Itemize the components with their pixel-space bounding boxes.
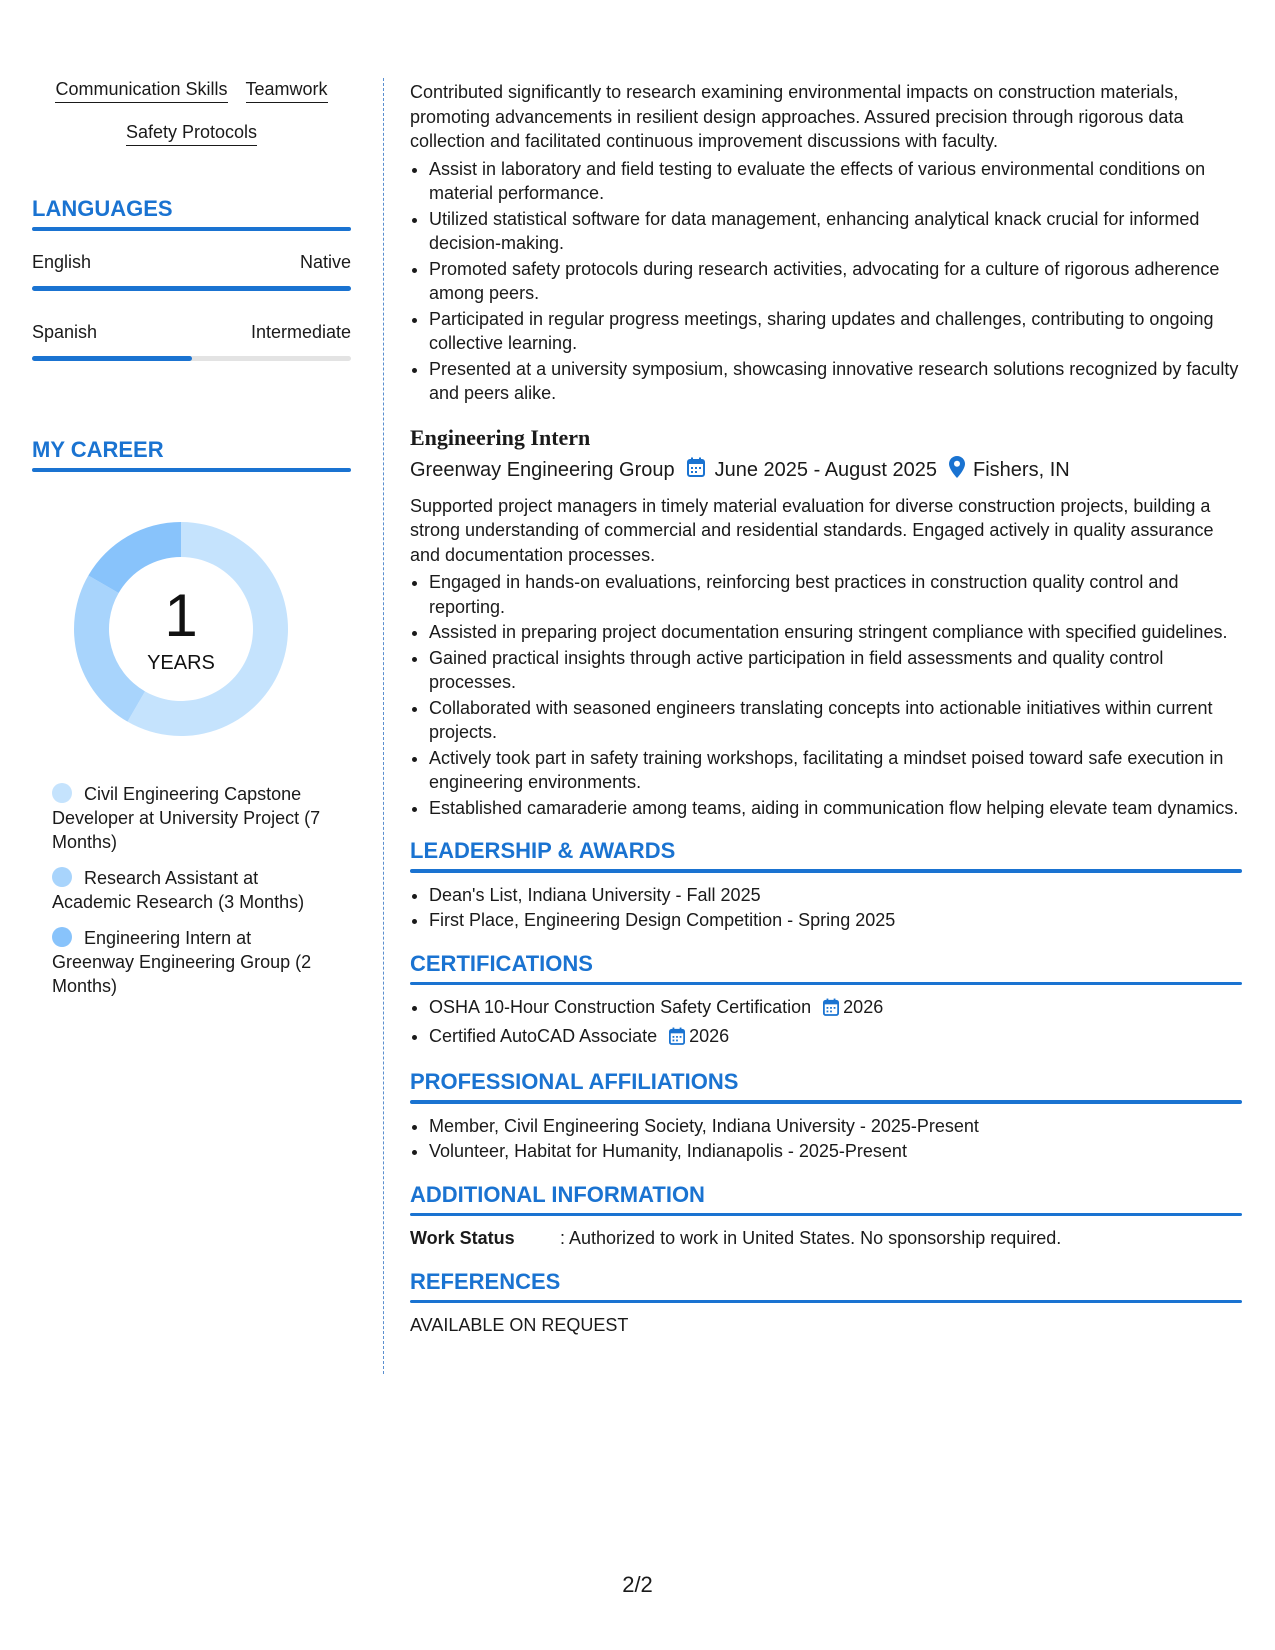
language-bar bbox=[32, 356, 351, 361]
job-company: Greenway Engineering Group bbox=[410, 459, 675, 481]
legend-item bbox=[52, 782, 322, 854]
calendar-icon bbox=[669, 1027, 685, 1052]
section-rule bbox=[32, 468, 351, 472]
list-item: • Gained practical insights through active participation in field assessments and quality control processes. bbox=[429, 646, 1242, 695]
language-bar-fill bbox=[32, 286, 351, 291]
legend-item bbox=[52, 866, 322, 914]
list-item: • Assisted in preparing project documentation ensuring stringent compliance with specified guidelines. bbox=[429, 620, 1242, 645]
certification-name: OSHA 10-Hour Construction Safety Certification bbox=[429, 997, 812, 1017]
legend-item bbox=[52, 926, 322, 998]
section-rule bbox=[410, 1100, 1242, 1104]
right-column bbox=[410, 80, 1242, 1338]
job-description: Supported project managers in timely material evaluation for diverse construction projects, building a strong understanding of commercial and residential standards. Engaged actively in quality assurance and documentation processes. bbox=[410, 495, 1214, 565]
career-legend bbox=[52, 782, 322, 998]
calendar-icon bbox=[687, 457, 705, 484]
calendar-icon bbox=[823, 998, 839, 1023]
career-donut-chart bbox=[66, 514, 296, 744]
legend-dot bbox=[52, 783, 72, 803]
list-item: • Actively took part in safety training workshops, facilitating a mindset poised toward safe execution in engineering environments. bbox=[429, 746, 1242, 795]
skill-tag: Communication Skills bbox=[55, 78, 227, 103]
section-rule bbox=[32, 227, 351, 231]
list-item: • Participated in regular progress meetings, sharing updates and challenges, contributing to ongoing collective learning. bbox=[429, 307, 1242, 356]
skill-tag: Safety Protocols bbox=[126, 121, 257, 146]
experience-intro: Contributed significantly to research examining environmental impacts on construction materials, promoting advancements in resilient design approaches. Assured precision through rigorous data collection and facilitated continuous improvement discussions with faculty. bbox=[410, 82, 1184, 151]
certifications-section bbox=[410, 951, 1242, 1052]
affiliations-section bbox=[410, 1069, 1242, 1164]
affiliations-list bbox=[410, 1114, 1242, 1164]
list-item: • Established camaraderie among teams, aiding in communication flow helping elevate team dynamics. bbox=[429, 796, 1242, 821]
section-rule bbox=[410, 982, 1242, 986]
section-rule bbox=[410, 1213, 1242, 1217]
affiliations-title: PROFESSIONAL AFFILIATIONS bbox=[410, 1069, 739, 1094]
career-title: MY CAREER bbox=[32, 437, 164, 462]
career-total-number: 1 bbox=[164, 582, 198, 649]
left-column bbox=[32, 78, 351, 1010]
info-value: : Authorized to work in United States. No sponsorship required. bbox=[560, 1228, 1062, 1248]
list-item: • Member, Civil Engineering Society, Indiana University - 2025-Present bbox=[429, 1114, 1242, 1139]
languages-title: LANGUAGES bbox=[32, 196, 173, 221]
legend-label: Engineering Intern at Greenway Engineering Group (2 Months) bbox=[52, 928, 312, 996]
list-item: • Utilized statistical software for data management, enhancing analytical knack crucial for informed decision-making. bbox=[429, 207, 1242, 256]
list-item: • Collaborated with seasoned engineers translating concepts into actionable initiatives within current projects. bbox=[429, 696, 1242, 745]
list-item: • Presented at a university symposium, showcasing innovative research solutions recognized by faculty and peers alike. bbox=[429, 357, 1242, 406]
references-title: REFERENCES bbox=[410, 1268, 561, 1294]
skill-tag: Teamwork bbox=[246, 78, 328, 103]
language-name: English bbox=[32, 252, 92, 272]
column-divider bbox=[383, 78, 384, 1374]
legend-label: Research Assistant at Academic Research (3 Months) bbox=[52, 868, 305, 912]
legend-label: Civil Engineering Capstone Developer at University Project (7 Months) bbox=[52, 784, 321, 852]
additional-info-title: ADDITIONAL INFORMATION bbox=[410, 1181, 705, 1207]
additional-info-section bbox=[410, 1182, 1242, 1251]
leadership-section bbox=[410, 838, 1242, 933]
info-key: Work Status bbox=[410, 1228, 515, 1248]
language-level: Intermediate bbox=[250, 322, 351, 342]
list-item: • Volunteer, Habitat for Humanity, Indianapolis - 2025-Present bbox=[429, 1139, 1242, 1164]
donut-center bbox=[66, 514, 296, 744]
certification-name: Certified AutoCAD Associate bbox=[429, 1025, 658, 1046]
certifications-title: CERTIFICATIONS bbox=[410, 950, 593, 976]
list-item bbox=[429, 1024, 1242, 1052]
language-level: Native bbox=[299, 252, 351, 272]
location-pin-icon bbox=[949, 456, 965, 485]
certifications-list bbox=[410, 995, 1242, 1051]
info-row bbox=[410, 1226, 1242, 1251]
job-location: Fishers, IN bbox=[973, 459, 1070, 481]
leadership-title: LEADERSHIP & AWARDS bbox=[410, 838, 676, 863]
references-text: AVAILABLE ON REQUEST bbox=[410, 1315, 629, 1335]
section-rule bbox=[410, 1300, 1242, 1304]
job-title: Engineering Intern bbox=[410, 424, 591, 450]
certification-year: 2026 bbox=[689, 1025, 730, 1046]
legend-dot bbox=[52, 927, 72, 947]
job-dates: June 2025 - August 2025 bbox=[714, 459, 938, 481]
list-item bbox=[429, 995, 1242, 1023]
languages-section bbox=[32, 196, 351, 361]
language-name: Spanish bbox=[32, 322, 98, 342]
list-item: • Dean's List, Indiana University - Fall 2025 bbox=[429, 883, 1242, 908]
language-bar-fill bbox=[32, 356, 192, 361]
page-number: 2/2 bbox=[622, 1572, 653, 1597]
career-section bbox=[32, 437, 351, 998]
legend-dot bbox=[52, 867, 72, 887]
section-rule bbox=[410, 869, 1242, 873]
job-bullets bbox=[410, 570, 1242, 820]
skills-list bbox=[32, 78, 351, 146]
references-section bbox=[410, 1269, 1242, 1338]
language-bar bbox=[32, 286, 351, 291]
leadership-list bbox=[410, 883, 1242, 933]
certification-year: 2026 bbox=[843, 997, 884, 1017]
list-item: • Assist in laboratory and field testing to evaluate the effects of various environmental conditions on material performance. bbox=[429, 157, 1242, 206]
career-total-unit: YEARS bbox=[147, 652, 215, 674]
list-item: • Engaged in hands-on evaluations, reinforcing best practices in construction quality control and reporting. bbox=[429, 570, 1242, 619]
job-meta bbox=[410, 456, 1242, 485]
language-row bbox=[32, 321, 351, 343]
list-item: • Promoted safety protocols during research activities, advocating for a culture of rigorous adherence among peers. bbox=[429, 257, 1242, 306]
experience-bullets bbox=[410, 157, 1242, 406]
language-row bbox=[32, 251, 351, 273]
list-item: • First Place, Engineering Design Competition - Spring 2025 bbox=[429, 908, 1242, 933]
